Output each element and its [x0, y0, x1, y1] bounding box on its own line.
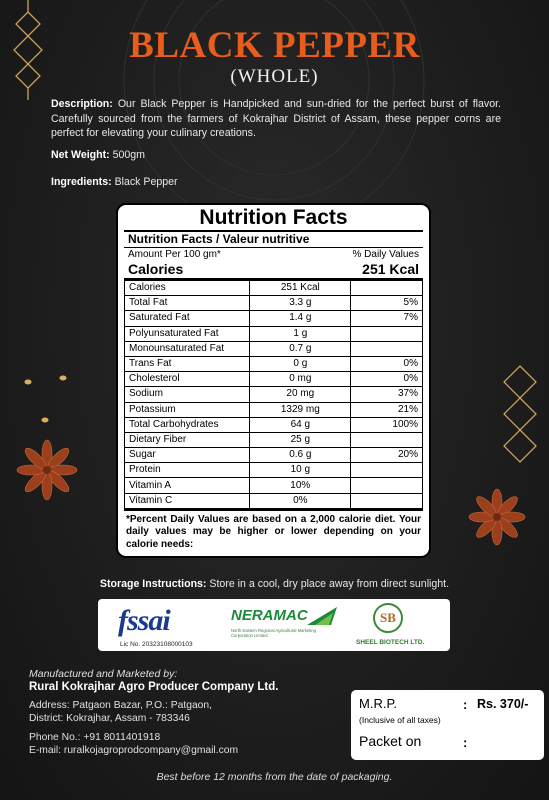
- nutrient-name: Sugar: [125, 448, 250, 463]
- nutrient-daily-value: [351, 493, 423, 508]
- fssai-logo: fssai: [118, 604, 170, 637]
- calories-label: Calories: [128, 261, 184, 277]
- nutrition-row: [125, 417, 423, 432]
- description-label: Description:: [51, 98, 113, 110]
- amount-per-label: Amount Per 100 gm*: [128, 249, 221, 260]
- nutrient-daily-value: 7%: [351, 311, 423, 326]
- nutrient-value: 3.3 g: [250, 296, 351, 311]
- mrp-note: (Inclusive of all taxes): [359, 715, 441, 725]
- nutrient-name: Protein: [125, 463, 250, 478]
- nutrient-daily-value: [351, 432, 423, 447]
- calories-value: 251 Kcal: [362, 261, 419, 277]
- nutrient-value: 0.7 g: [250, 341, 351, 356]
- nutrition-row: [125, 387, 423, 402]
- nutrition-table: [124, 280, 423, 509]
- nutrient-value: 10%: [250, 478, 351, 493]
- nutrient-name: Vitamin A: [125, 478, 250, 493]
- nutrient-daily-value: 0%: [351, 356, 423, 371]
- mrp-label: M.R.P.: [359, 696, 398, 711]
- nutrient-value: 1.4 g: [250, 311, 351, 326]
- nutrition-row: [125, 326, 423, 341]
- nutrient-name: Sodium: [125, 387, 250, 402]
- seed-decorations: [25, 376, 67, 423]
- best-before: Best before 12 months from the date of packaging.: [156, 771, 393, 783]
- nutrient-name: Total Fat: [125, 296, 250, 311]
- diamond-ornament-right: [504, 366, 536, 462]
- storage-label: Storage Instructions:: [99, 578, 207, 590]
- nutrition-row: [125, 463, 423, 478]
- nutrition-row: [125, 356, 423, 371]
- price-box: [351, 690, 544, 760]
- sheel-biotech-logo: SHEEL BIOTECH LTD.: [356, 639, 425, 646]
- nutrient-value: 10 g: [250, 463, 351, 478]
- manufacturer-company: Rural Kokrajhar Agro Producer Company Ltd.: [29, 681, 279, 693]
- packet-on-colon: :: [463, 735, 468, 750]
- ingredients-value: Black Pepper: [114, 176, 178, 188]
- manufacturer-phone: Phone No.: +91 8011401918: [29, 732, 161, 743]
- nutrient-daily-value: [351, 478, 423, 493]
- nutrition-footnote: *Percent Daily Values are based on a 2,000 calorie diet. Your daily values may be higher or lower depending on your calorie needs:: [124, 509, 423, 552]
- nutrient-name: Vitamin C: [125, 493, 250, 508]
- mrp-colon: :: [463, 697, 468, 712]
- nutrient-name: Saturated Fat: [125, 311, 250, 326]
- fssai-license: Lic No. 20323108000103: [120, 641, 193, 648]
- nutrient-name: Calories: [125, 281, 250, 296]
- nutrient-daily-value: [351, 341, 423, 356]
- manufacturer-email: E-mail: ruralkojagroprodcompany@gmail.com: [29, 745, 239, 756]
- nutrition-row: [125, 372, 423, 387]
- nutrient-name: Dietary Fiber: [125, 432, 250, 447]
- nutrient-daily-value: 0%: [351, 372, 423, 387]
- description-text: Our Black Pepper is Handpicked and sun-dried for the perfect burst of flavor. Carefully sourced from the farmers of Kokrajhar District of Assam, these pepper corns are perfect for elevating your culinary creations.: [51, 98, 501, 139]
- nutrition-calories-row: [124, 261, 423, 278]
- manufacturer-address-line2: District: Kokrajhar, Assam - 783346: [29, 713, 190, 724]
- nutrition-row: [125, 493, 423, 508]
- star-anise-right-icon: [469, 489, 525, 545]
- nutrition-row: [125, 402, 423, 417]
- net-weight-label: Net Weight:: [51, 149, 110, 161]
- nutrient-value: 20 mg: [250, 387, 351, 402]
- nutrient-value: 0 g: [250, 356, 351, 371]
- daily-values-label: % Daily Values: [352, 249, 419, 260]
- nutrient-daily-value: 21%: [351, 402, 423, 417]
- mrp-value: Rs. 370/-: [477, 697, 529, 711]
- nutrition-row: [125, 478, 423, 493]
- nutrition-row: [125, 432, 423, 447]
- nutrient-name: Potassium: [125, 402, 250, 417]
- nutrient-daily-value: 5%: [351, 296, 423, 311]
- nutrient-value: 0%: [250, 493, 351, 508]
- nutrition-row: [125, 281, 423, 296]
- nutrition-row: [125, 341, 423, 356]
- nutrient-value: 1329 mg: [250, 402, 351, 417]
- nutrient-daily-value: 20%: [351, 448, 423, 463]
- nutrient-name: Trans Fat: [125, 356, 250, 371]
- nutrient-name: Total Carbohydrates: [125, 417, 250, 432]
- nutrient-value: 1 g: [250, 326, 351, 341]
- nutrient-daily-value: [351, 281, 423, 296]
- nutrient-value: 251 Kcal: [250, 281, 351, 296]
- net-weight-value: 500gm: [112, 149, 146, 161]
- sheel-biotech-emblem: SB: [373, 603, 403, 633]
- nutrition-row: [125, 296, 423, 311]
- ingredients-label: Ingredients:: [51, 176, 112, 188]
- neramac-logo: NERAMAC: [231, 607, 308, 624]
- neramac-subtitle: North Eastern Regional Agricultural Marketing Corporation Limited: [231, 628, 316, 638]
- nutrient-daily-value: [351, 326, 423, 341]
- nutrition-title: Nutrition Facts: [199, 206, 348, 229]
- nutrient-name: Monounsaturated Fat: [125, 341, 250, 356]
- nutrition-row: [125, 448, 423, 463]
- product-subtitle: (WHOLE): [230, 66, 319, 87]
- nutrient-name: Polyunsaturated Fat: [125, 326, 250, 341]
- nutrient-name: Cholesterol: [125, 372, 250, 387]
- nutrient-daily-value: [351, 463, 423, 478]
- certification-logos: [98, 599, 450, 651]
- nutrient-daily-value: 37%: [351, 387, 423, 402]
- storage-instructions: [0, 578, 549, 590]
- manufacturer-label: Manufactured and Marketed by:: [29, 668, 178, 680]
- net-weight: [51, 148, 501, 163]
- ingredients: [51, 175, 501, 190]
- manufacturer-address-line1: Address: Patgaon Bazar, P.O.: Patgaon,: [29, 700, 212, 711]
- nutrition-amount-row: [124, 248, 423, 261]
- nutrient-daily-value: 100%: [351, 417, 423, 432]
- nutrition-subtitle: Nutrition Facts / Valeur nutritive: [128, 232, 310, 246]
- packet-on-label: Packet on: [359, 733, 422, 749]
- neramac-leaf-icon: [303, 605, 341, 627]
- nutrient-value: 0.6 g: [250, 448, 351, 463]
- star-anise-left-icon: [17, 440, 77, 500]
- storage-text: Store in a cool, dry place away from direct sunlight.: [209, 578, 450, 590]
- product-title: BLACK PEPPER: [129, 25, 420, 66]
- nutrient-value: 0 mg: [250, 372, 351, 387]
- nutrition-row: [125, 311, 423, 326]
- nutrient-value: 25 g: [250, 432, 351, 447]
- nutrient-value: 64 g: [250, 417, 351, 432]
- nutrition-facts-panel: [116, 203, 431, 558]
- description: [51, 97, 501, 141]
